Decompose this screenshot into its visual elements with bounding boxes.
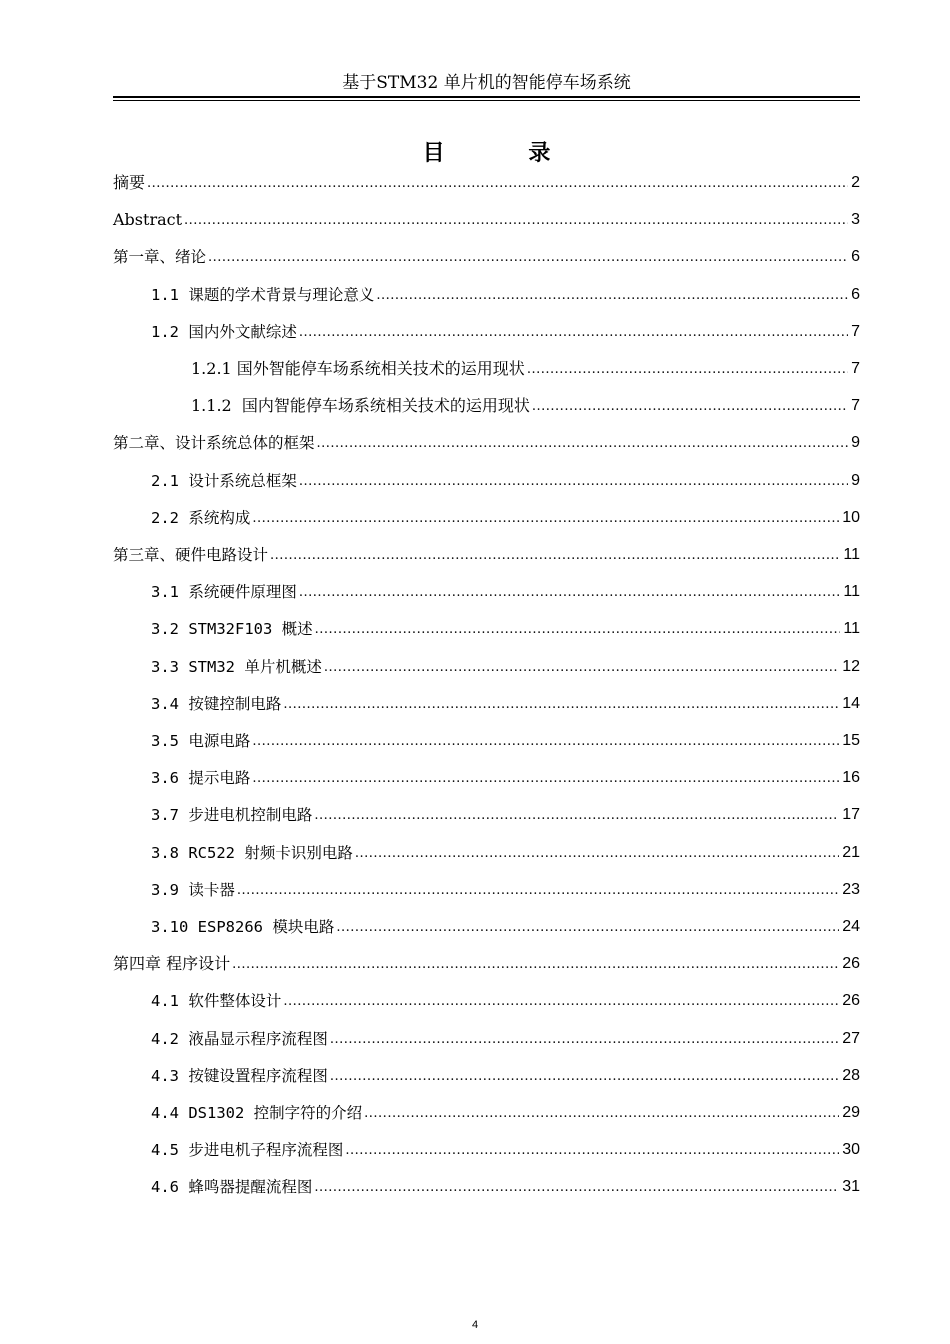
toc-entry[interactable] — [113, 275, 860, 305]
toc-leader-dots — [315, 621, 841, 639]
toc-entry-page: 7 — [851, 360, 860, 377]
toc-entry-page: 6 — [851, 285, 860, 303]
toc-entry[interactable] — [113, 833, 860, 863]
toc-leader-dots — [252, 733, 839, 751]
toc-entry-page: 10 — [842, 508, 860, 526]
toc-entry-page: 6 — [851, 248, 860, 266]
toc-entry[interactable] — [113, 1019, 860, 1049]
toc-entry-label: 第一章、绪论 — [113, 248, 207, 267]
toc-leader-dots — [147, 175, 848, 193]
toc-entry[interactable] — [113, 1056, 860, 1086]
toc-entry-page: 9 — [851, 471, 860, 489]
toc-leader-dots — [330, 1068, 839, 1086]
toc-entry[interactable] — [113, 1093, 860, 1123]
toc-leader-dots — [283, 993, 839, 1011]
toc-entry[interactable] — [113, 386, 860, 416]
toc-entry-label: 3.2 STM32F103 概述 — [151, 620, 313, 639]
toc-leader-dots — [299, 584, 841, 602]
toc-entry-page: 26 — [842, 992, 860, 1010]
toc-leader-dots — [345, 1142, 839, 1160]
toc-entry-label: 4.6 蜂鸣器提醒流程图 — [151, 1178, 313, 1197]
toc-entry[interactable] — [113, 572, 860, 602]
toc-entry-page: 27 — [842, 1029, 860, 1047]
toc-entry[interactable] — [113, 795, 860, 825]
toc-entry-label: 3.1 系统硬件原理图 — [151, 583, 297, 602]
toc-entry[interactable] — [113, 981, 860, 1011]
toc-leader-dots — [299, 324, 848, 342]
toc-entry-page: 9 — [851, 434, 860, 452]
toc-entry-page: 29 — [842, 1104, 860, 1121]
toc-leader-dots — [208, 249, 848, 267]
toc-entry-page: 31 — [842, 1178, 860, 1196]
toc-entry[interactable] — [113, 907, 860, 937]
toc-leader-dots — [317, 435, 849, 453]
page-number: 4 — [471, 1319, 479, 1331]
toc-entry-page: 24 — [842, 918, 860, 935]
toc-entry-page: 11 — [843, 583, 860, 601]
toc-entry-label: 4.5 步进电机子程序流程图 — [151, 1141, 344, 1160]
toc-leader-dots — [252, 770, 839, 788]
toc-entry[interactable] — [113, 237, 860, 267]
toc-leader-dots — [364, 1105, 839, 1123]
toc-entry-label: 3.8 RC522 射频卡识别电路 — [151, 843, 353, 862]
toc-entry-page: 7 — [851, 322, 860, 340]
toc-entry-label: 3.4 按键控制电路 — [151, 694, 282, 713]
toc-entry-page: 16 — [842, 769, 860, 787]
toc-entry[interactable] — [113, 535, 860, 565]
toc-leader-dots — [527, 361, 848, 379]
header-rule-thin — [113, 100, 860, 101]
toc-entry-label: 4.1 软件整体设计 — [151, 992, 282, 1011]
toc-entry-page: 26 — [842, 955, 860, 973]
toc-entry[interactable] — [113, 944, 860, 974]
toc-entry-label: Abstract — [113, 210, 183, 230]
toc-leader-dots — [232, 956, 839, 974]
toc-leader-dots — [355, 845, 839, 863]
toc-entry-label: 3.6 提示电路 — [151, 769, 251, 788]
toc-leader-dots — [532, 398, 848, 416]
toc-entry[interactable] — [113, 609, 860, 639]
toc-entry[interactable] — [113, 349, 860, 379]
toc-entry[interactable] — [113, 163, 860, 193]
toc-entry-label: 3.7 步进电机控制电路 — [151, 806, 313, 825]
toc-entry-label: 第二章、设计系统总体的框架 — [113, 434, 315, 453]
toc-entry-page: 28 — [842, 1066, 860, 1084]
toc-leader-dots — [330, 1031, 839, 1049]
header-rule-thick — [113, 96, 860, 98]
toc-entry-page: 21 — [842, 843, 860, 861]
toc-entry-label: 3.3 STM32 单片机概述 — [151, 657, 322, 676]
toc-title: 目 录 — [422, 141, 589, 166]
toc-entry[interactable] — [113, 758, 860, 788]
toc-leader-dots — [184, 212, 848, 230]
toc-entry[interactable] — [113, 1167, 860, 1197]
toc-leader-dots — [270, 547, 840, 565]
toc-entry[interactable] — [113, 200, 860, 230]
toc-entry-page: 2 — [851, 174, 860, 191]
toc-entry-page: 15 — [842, 732, 860, 749]
toc-entry[interactable] — [113, 498, 860, 528]
toc-leader-dots — [314, 807, 839, 825]
toc-entry-label: 3.9 读卡器 — [151, 880, 235, 899]
toc-entry-label: 摘要 — [113, 173, 146, 192]
toc-entry-label: 3.5 电源电路 — [151, 732, 251, 750]
toc-entry-label: 1.1 课题的学术背景与理论意义 — [151, 285, 375, 304]
toc-entry-label: 第三章、硬件电路设计 — [113, 546, 269, 564]
toc-entry-page: 11 — [843, 546, 860, 563]
toc-entry-page: 23 — [842, 880, 860, 898]
toc-leader-dots — [324, 659, 839, 677]
toc-entry-label: 1.1.2 国内智能停车场系统相关技术的运用现状 — [191, 396, 530, 416]
toc-entry-label: 2.1 设计系统总框架 — [151, 471, 297, 490]
toc-leader-dots — [237, 882, 839, 900]
toc-entry-page: 12 — [842, 657, 860, 675]
toc-entry-label: 4.4 DS1302 控制字符的介绍 — [151, 1104, 363, 1122]
toc-leader-dots — [252, 510, 839, 528]
toc-entry[interactable] — [113, 870, 860, 900]
toc-leader-dots — [376, 287, 848, 305]
toc-entry-page: 11 — [843, 620, 860, 638]
toc-entry-label: 1.2.1 国外智能停车场系统相关技术的运用现状 — [191, 359, 525, 378]
toc-entry-label: 2.2 系统构成 — [151, 508, 251, 527]
toc-entry-label: 3.10 ESP8266 模块电路 — [151, 918, 335, 936]
toc-leader-dots — [336, 919, 839, 937]
toc-entry[interactable] — [113, 423, 860, 453]
toc-entry-page: 3 — [851, 211, 860, 229]
toc-entry[interactable] — [113, 647, 860, 677]
toc-entry[interactable] — [113, 1130, 860, 1160]
toc-entry-label: 1.2 国内外文献综述 — [151, 322, 297, 341]
toc-entry-page: 30 — [842, 1141, 860, 1159]
toc-entry[interactable] — [113, 721, 860, 751]
toc-entry[interactable] — [113, 684, 860, 714]
toc-leader-dots — [283, 696, 839, 714]
toc-entry-page: 17 — [842, 806, 860, 824]
toc-entry-label: 4.2 液晶显示程序流程图 — [151, 1029, 328, 1048]
toc-entry[interactable] — [113, 312, 860, 342]
toc-leader-dots — [299, 473, 848, 491]
toc-leader-dots — [314, 1179, 839, 1197]
toc-entry[interactable] — [113, 461, 860, 491]
toc-entry-page: 14 — [842, 694, 860, 712]
toc-entry-page: 7 — [851, 397, 860, 415]
toc-entry-label: 4.3 按键设置程序流程图 — [151, 1066, 328, 1085]
running-header: 基于STM32 单片机的智能停车场系统 — [342, 73, 631, 93]
toc-entry-label: 第四章 程序设计 — [113, 954, 231, 974]
